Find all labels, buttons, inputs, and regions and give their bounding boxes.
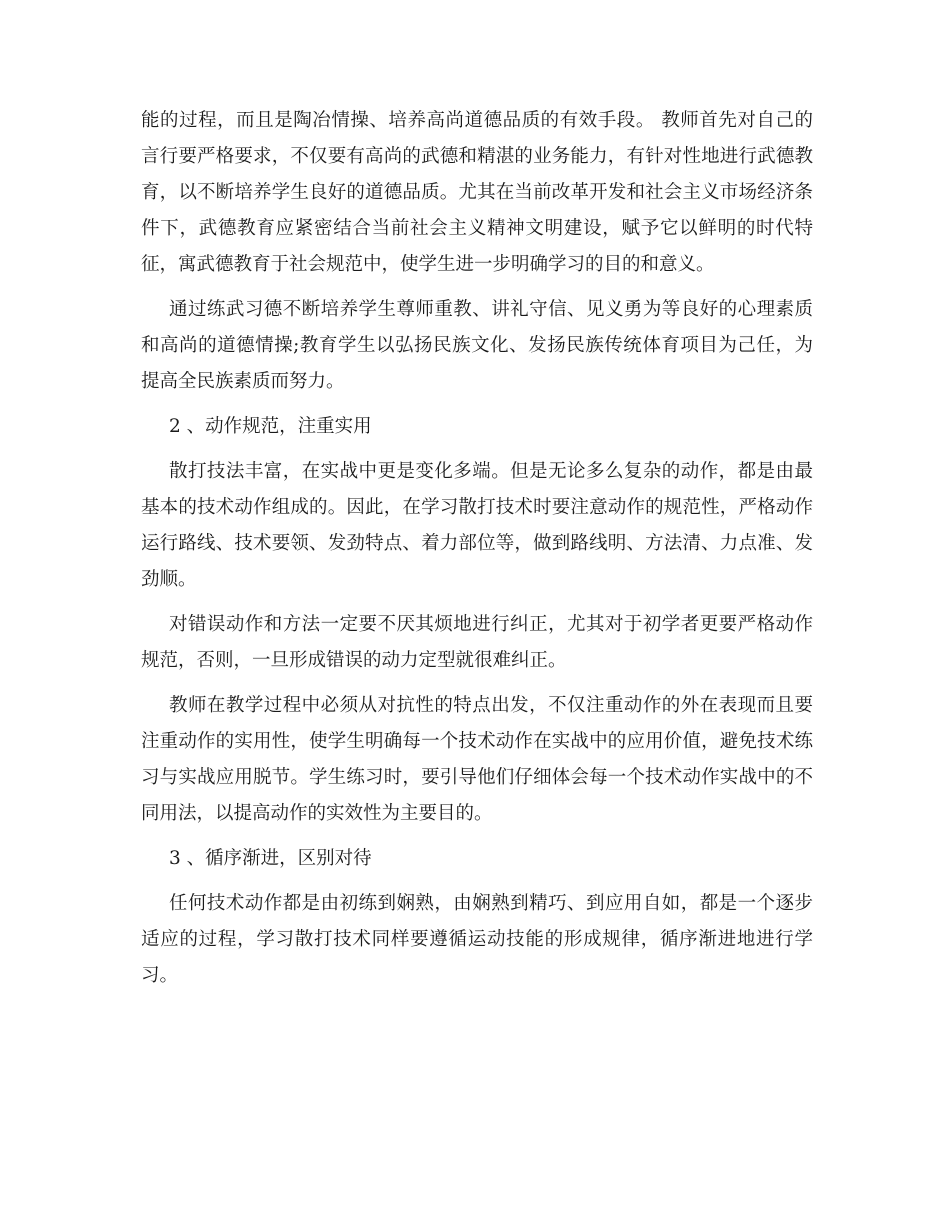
section-heading: 2 、动作规范，注重实用	[169, 416, 372, 437]
section-heading: 3 、循序渐进，区别对待	[169, 848, 372, 869]
text-line: 规范，否则，一旦形成错误的动力定型就很难纠正。	[141, 650, 567, 671]
text-line: 和高尚的道德情操;教育学生以弘扬民族文化、发扬民族传统体育项目为己任，为	[141, 335, 813, 356]
text-line: 同用法，以提高动作的实效性为主要目的。	[141, 803, 493, 824]
text-line: 提高全民族素质而努力。	[141, 371, 345, 392]
text-line: 征，寓武德教育于社会规范中，使学生进一步明确学习的目的和意义。	[141, 254, 715, 275]
text-line: 习。	[141, 965, 179, 986]
text-line: 劲顺。	[141, 569, 197, 590]
text-line: 能的过程，而且是陶冶情操、培养高尚道德品质的有效手段。 教师首先对自己的	[141, 110, 813, 131]
text-line: 基本的技术动作组成的。因此，在学习散打技术时要注意动作的规范性，严格动作	[141, 497, 813, 518]
text-line: 散打技法丰富，在实战中更是变化多端。但是无论多么复杂的动作，都是由最	[169, 461, 813, 482]
text-line: 教师在教学过程中必须从对抗性的特点出发，不仅注重动作的外在表现而且要	[169, 695, 813, 716]
text-line: 通过练武习德不断培养学生尊师重教、讲礼守信、见义勇为等良好的心理素质	[169, 299, 813, 320]
text-line: 适应的过程，学习散打技术同样要遵循运动技能的形成规律，循序渐进地进行学	[141, 929, 813, 950]
text-line: 育，以不断培养学生良好的道德品质。尤其在当前改革开发和社会主义市场经济条	[141, 182, 813, 203]
text-line: 件下，武德教育应紧密结合当前社会主义精神文明建设，赋予它以鲜明的时代特	[141, 218, 813, 239]
text-line: 注重动作的实用性，使学生明确每一个技术动作在实战中的应用价值，避免技术练	[141, 731, 813, 752]
text-line: 习与实战应用脱节。学生练习时，要引导他们仔细体会每一个技术动作实战中的不	[141, 767, 813, 788]
text-line: 运行路线、技术要领、发劲特点、着力部位等，做到路线明、方法清、力点准、发	[141, 533, 813, 554]
text-line: 任何技术动作都是由初练到娴熟，由娴熟到精巧、到应用自如，都是一个逐步	[169, 893, 813, 914]
text-line: 对错误动作和方法一定要不厌其烦地进行纠正，尤其对于初学者更要严格动作	[169, 614, 813, 635]
text-line: 言行要严格要求，不仅要有高尚的武德和精湛的业务能力，有针对性地进行武德教	[141, 146, 813, 167]
